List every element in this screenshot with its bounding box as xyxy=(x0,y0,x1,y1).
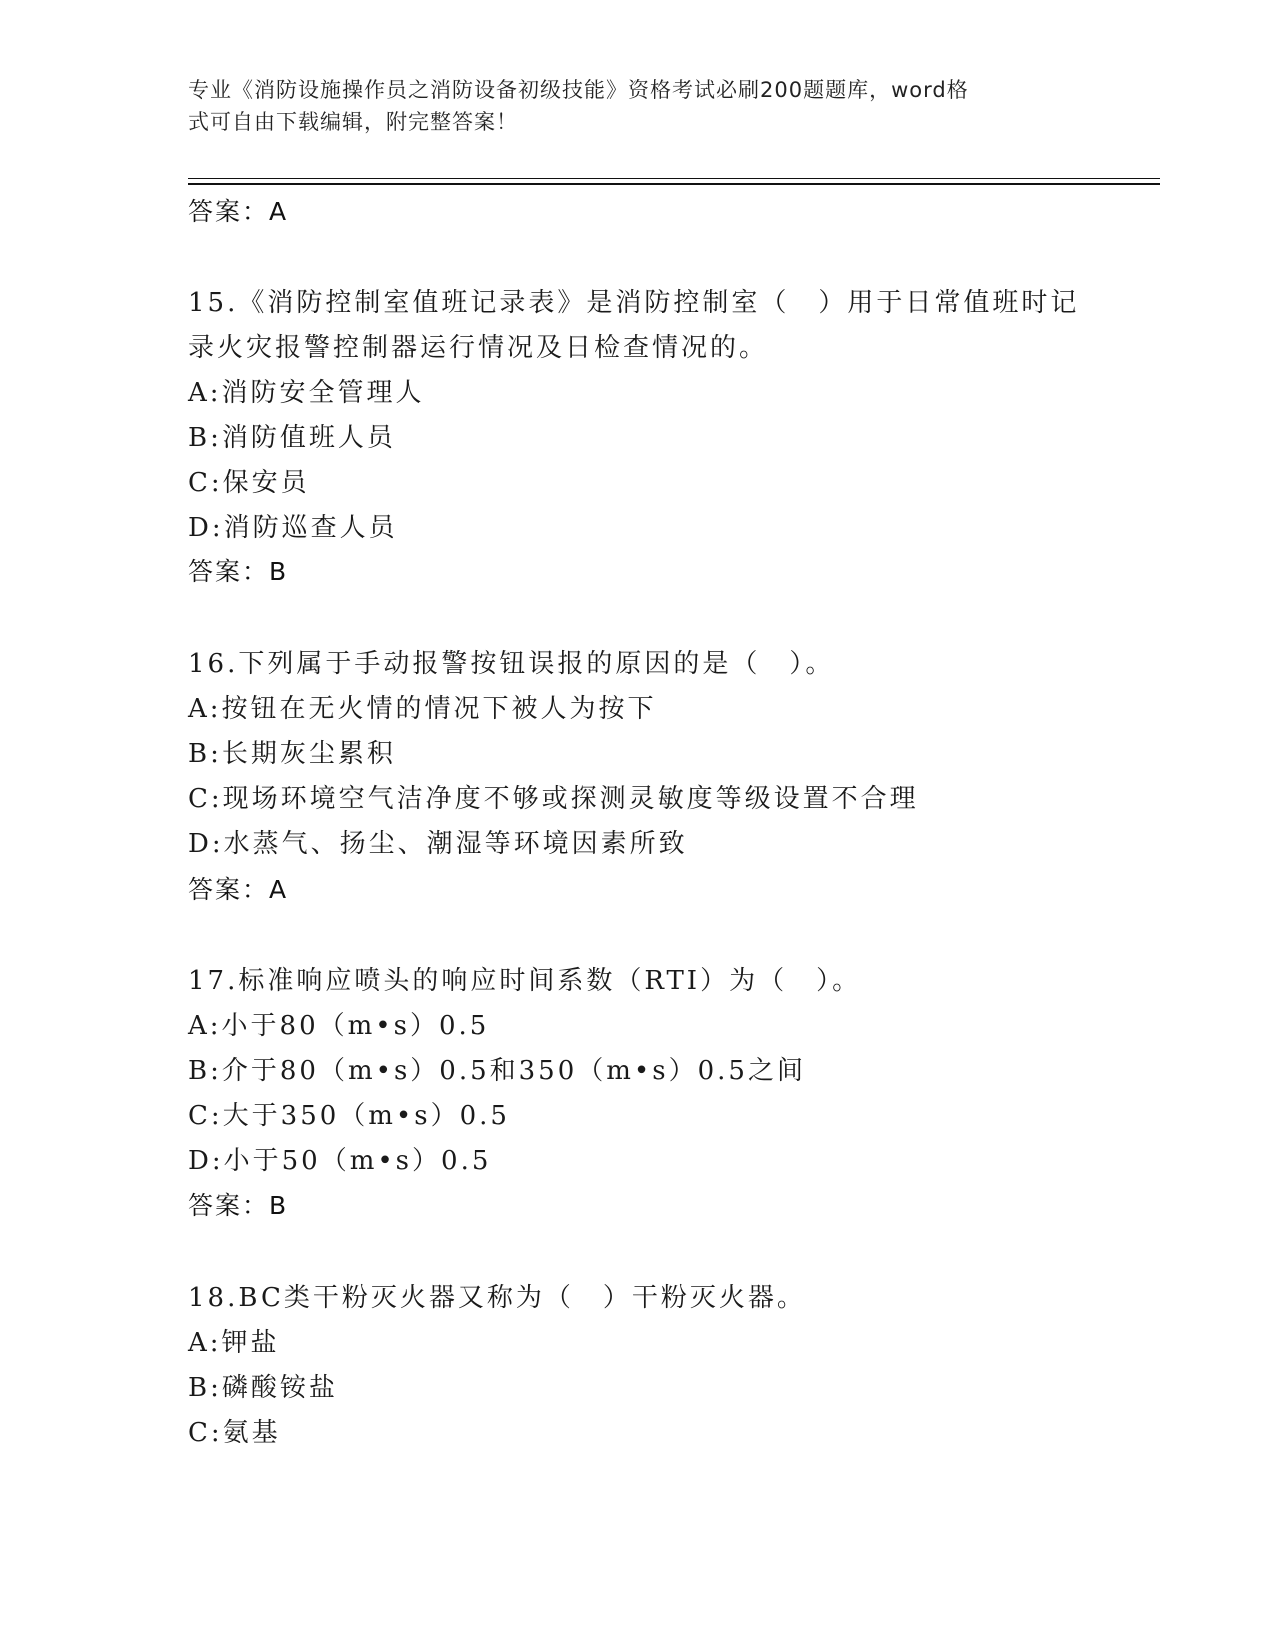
option-d: D:水蒸气、扬尘、潮湿等环境因素所致 xyxy=(188,829,688,859)
option-c: C:现场环境空气洁净度不够或探测灵敏度等级设置不合理 xyxy=(188,784,919,814)
header-line-1: 专业《消防设施操作员之消防设备初级技能》资格考试必刷200题题库，word格 xyxy=(188,78,969,102)
question-text-line: 17.标准响应喷头的响应时间系数（RTI）为（ ）。 xyxy=(188,966,862,996)
option-a: A:按钮在无火情的情况下被人为按下 xyxy=(188,694,657,724)
question-text-line: 18.BC类干粉灭火器又称为（ ）干粉灭火器。 xyxy=(188,1283,806,1313)
option-d: D:消防巡查人员 xyxy=(188,513,398,543)
answer-label: 答案：A xyxy=(188,197,289,226)
option-a: A:小于80（m•s）0.5 xyxy=(188,1011,490,1041)
option-c: C:氨基 xyxy=(188,1418,281,1448)
header-divider-thin xyxy=(188,178,1160,179)
option-b: B:长期灰尘累积 xyxy=(188,739,396,769)
answer-label: 答案：B xyxy=(188,1191,289,1220)
option-a: A:消防安全管理人 xyxy=(188,378,425,408)
header-divider-thick xyxy=(188,183,1160,185)
question-text-line: 录火灾报警控制器运行情况及日检查情况的。 xyxy=(188,333,769,363)
answer-label: 答案：A xyxy=(188,875,289,904)
page-header xyxy=(188,74,1068,138)
question-text-line: 15.《消防控制室值班记录表》是消防控制室（ ）用于日常值班时记 xyxy=(188,288,1080,318)
option-d: D:小于50（m•s）0.5 xyxy=(188,1146,492,1176)
option-b: B:消防值班人员 xyxy=(188,423,396,453)
header-line-2: 式可自由下载编辑，附完整答案！ xyxy=(188,110,518,134)
question-text-line: 16.下列属于手动报警按钮误报的原因的是（ ）。 xyxy=(188,649,835,679)
option-c: C:大于350（m•s）0.5 xyxy=(188,1101,510,1131)
option-c: C:保安员 xyxy=(188,468,310,498)
option-a: A:钾盐 xyxy=(188,1328,280,1358)
answer-label: 答案：B xyxy=(188,557,289,586)
option-b: B:磷酸铵盐 xyxy=(188,1373,338,1403)
option-b: B:介于80（m•s）0.5和350（m•s）0.5之间 xyxy=(188,1056,806,1086)
